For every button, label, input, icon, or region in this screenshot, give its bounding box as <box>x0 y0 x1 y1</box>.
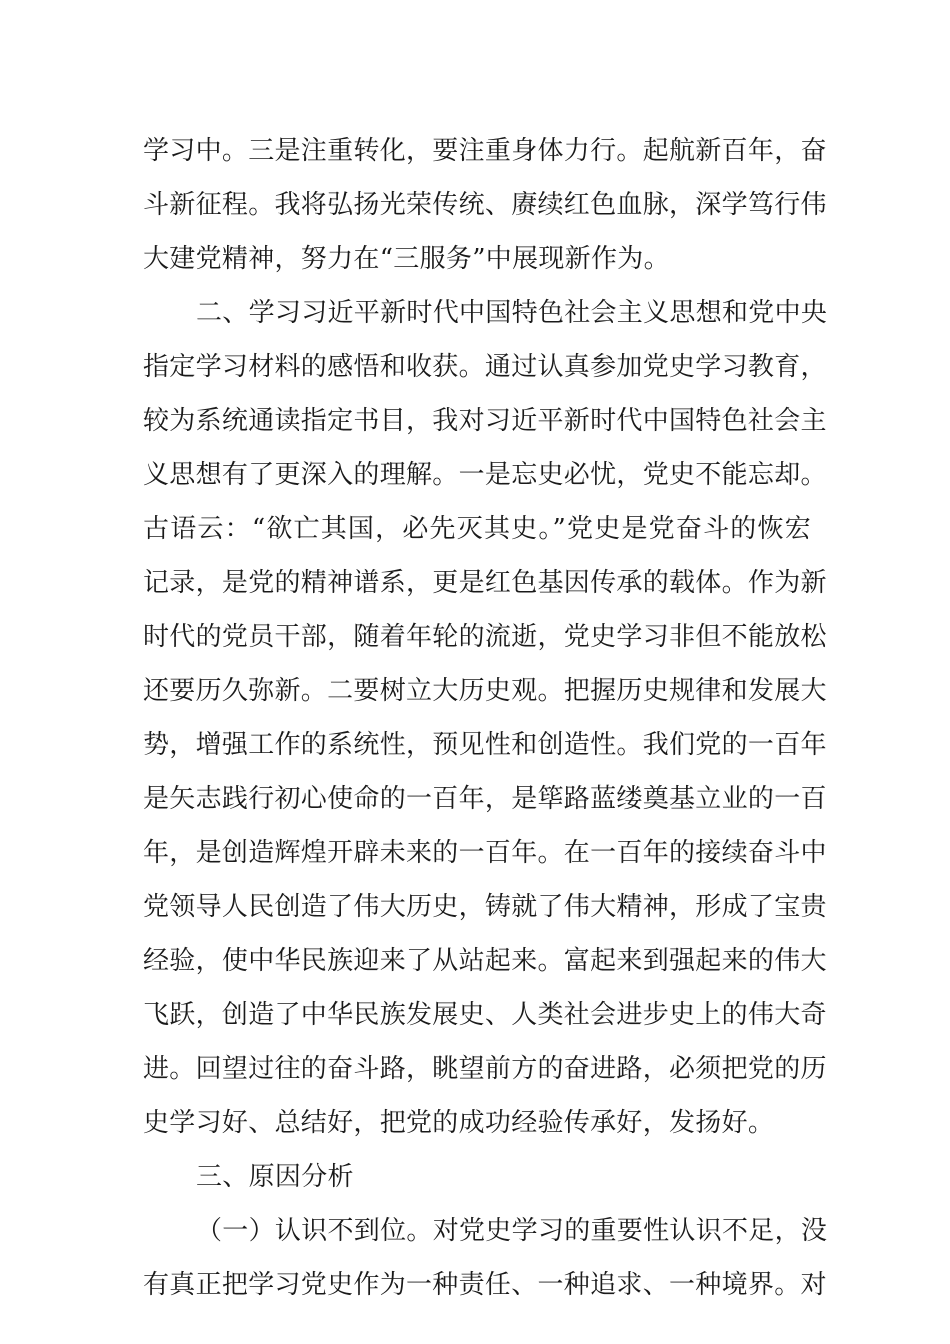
text-line: 史学习好、总结好，把党的成功经验传承好，发扬好。 <box>143 1108 775 1138</box>
text-line: 有真正把学习党史作为一种责任、一种追求、一种境界。对 <box>143 1270 827 1300</box>
text-line: 是矢志践行初心使命的一百年，是筚路蓝缕奠基立业的一百 <box>143 784 827 814</box>
text-line: 义思想有了更深入的理解。一是忘史必忧，党史不能忘却。 <box>143 460 827 490</box>
text-line: 记录，是党的精神谱系，更是红色基因传承的载体。作为新 <box>143 568 827 598</box>
text-line: 时代的党员干部，随着年轮的流逝，党史学习非但不能放松 <box>143 622 827 652</box>
text-line: 古语云：“欲亡其国，必先灭其史。”党史是党奋斗的恢宏 <box>143 514 811 544</box>
subsection-heading: （一）认识不到位。对党史学习的重要性认识不足，没 <box>196 1216 828 1246</box>
text-line: 指定学习材料的感悟和收获。通过认真参加党史学习教育， <box>143 352 827 382</box>
text-line: 较为系统通读指定书目，我对习近平新时代中国特色社会主 <box>143 406 827 436</box>
text-line: 还要历久弥新。二要树立大历史观。把握历史规律和发展大 <box>143 676 827 706</box>
text-line: 年，是创造辉煌开辟未来的一百年。在一百年的接续奋斗中 <box>143 838 827 868</box>
text-line: 势，增强工作的系统性，预见性和创造性。我们党的一百年 <box>143 730 827 760</box>
section-heading: 二、学习习近平新时代中国特色社会主义思想和党中央 <box>196 298 828 328</box>
text-line: 进。回望过往的奋斗路，眺望前方的奋进路，必须把党的历 <box>143 1054 827 1084</box>
text-line: 斗新征程。我将弘扬光荣传统、赓续红色血脉，深学笃行伟 <box>143 190 827 220</box>
text-line: 大建党精神，努力在“三服务”中展现新作为。 <box>143 244 670 274</box>
text-line: 党领导人民创造了伟大历史，铸就了伟大精神，形成了宝贵 <box>143 892 827 922</box>
section-heading: 三、原因分析 <box>196 1162 354 1192</box>
document-body <box>143 124 828 1312</box>
text-line: 经验，使中华民族迎来了从站起来。富起来到强起来的伟大 <box>143 946 827 976</box>
text-line: 飞跃，创造了中华民族发展史、人类社会进步史上的伟大奇 <box>143 1000 827 1030</box>
text-line: 学习中。三是注重转化，要注重身体力行。起航新百年，奋 <box>143 136 827 166</box>
